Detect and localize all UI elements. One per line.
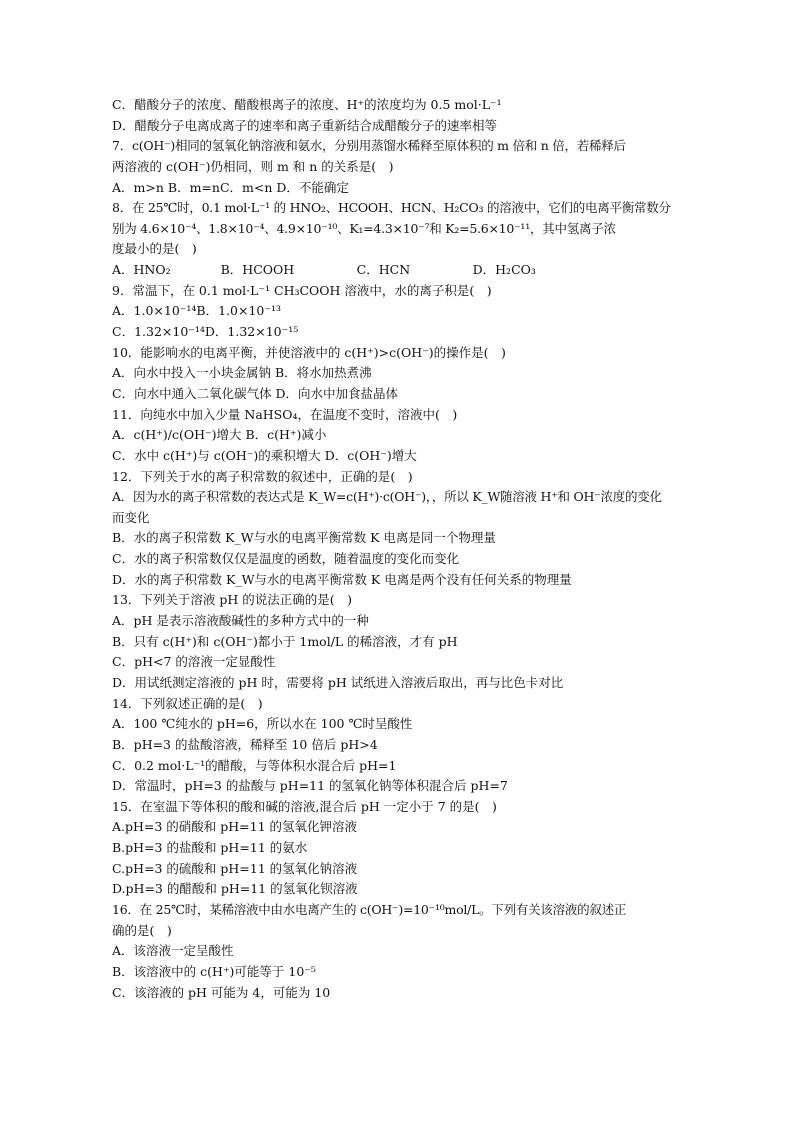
text-line: 确的是( ) (112, 922, 172, 938)
text-line: A．因为水的离子积常数的表达式是 K_W=c(H⁺)·c(OH⁻)，，所以 K_W随溶液 H⁺和 OH⁻浓度的变化 (112, 489, 662, 505)
text-line: C．该溶液的 pH 可能为 4，可能为 10 (112, 984, 331, 1000)
text-line: B.pH=3 的盐酸和 pH=11 的氨水 (112, 840, 308, 856)
text-line: A．100 ℃纯水的 pH=6，所以水在 100 ℃时呈酸性 (112, 716, 413, 732)
text-line: A．向水中投入一小块金属钠 B．将水加热煮沸 (112, 365, 372, 381)
text-line: B．水的离子积常数 K_W与水的电离平衡常数 K 电离是同一个物理量 (112, 530, 496, 546)
text-line: C．1.32×10⁻¹⁴D．1.32×10⁻¹⁵ (112, 324, 299, 340)
text-line: D．用试纸测定溶液的 pH 时，需要将 pH 试纸进入溶液后取出，再与比色卡对比 (112, 674, 564, 690)
text-line: C．醋酸分子的浓度、醋酸根离子的浓度、H⁺的浓度均为 0.5 mol·L⁻¹ (112, 97, 502, 112)
text-line: B．pH=3 的盐酸溶液，稀释至 10 倍后 pH>4 (112, 736, 378, 752)
text-line: D．醋酸分子电离成离子的速率和离子重新结合成醋酸分子的速率相等 (112, 117, 498, 133)
text-line: B．该溶液中的 c(H⁺)可能等于 10⁻⁵ (112, 963, 316, 979)
text-line: 9．常温下，在 0.1 mol·L⁻¹ CH₃COOH 溶液中，水的离子积是( ) (112, 282, 492, 298)
text-line: 而变化 (112, 509, 150, 525)
text-line: 13．下列关于溶液 pH 的说法正确的是( ) (112, 592, 353, 608)
text-line: A．pH 是表示溶液酸碱性的多种方式中的一种 (112, 613, 369, 629)
text-line: 12．下列关于水的离子积常数的叙述中，正确的是( ) (112, 468, 413, 484)
text-line: 8．在 25℃时，0.1 mol·L⁻¹ 的 HNO₂、HCOOH、HCN、H₂CO₃ 的溶液中，它们的电离平衡常数分 (112, 200, 671, 216)
text-line: D.pH=3 的醋酸和 pH=11 的氢氧化钡溶液 (112, 881, 358, 897)
text-line: C．pH<7 的溶液一定显酸性 (112, 654, 276, 670)
text-line: 16．在 25℃时，某稀溶液中由水电离产生的 c(OH⁻)=10⁻¹⁰mol/L。下列有关该溶液的叙述正 (112, 901, 627, 917)
text-line: C．水中 c(H⁺)与 c(OH⁻)的乘积增大 D．c(OH⁻)增大 (112, 447, 417, 463)
text-line: 7．c(OH⁻)相同的氢氧化钠溶液和氨水，分别用蒸馏水稀释至原体积的 m 倍和 n 倍，若稀释后 (112, 138, 626, 154)
text-line: D．水的离子积常数 K_W与水的电离平衡常数 K 电离是两个没有任何关系的物理量 (112, 571, 572, 587)
text-line: A．c(H⁺)/c(OH⁻)增大 B．c(H⁺)减小 (112, 427, 327, 443)
text-line: 两溶液的 c(OH⁻)仍相同，则 m 和 n 的关系是( ) (112, 158, 394, 174)
text-line: A.pH=3 的硝酸和 pH=11 的氢氧化钾溶液 (112, 819, 358, 835)
text-line: A．HNO₂ B．HCOOH C．HCN D．H₂CO₃ (112, 262, 536, 278)
text-line: C．向水中通入二氧化碳气体 D．向水中加食盐晶体 (112, 385, 399, 401)
text-line: 15．在室温下等体积的酸和碱的溶液,混合后 pH 一定小于 7 的是( ) (112, 798, 497, 814)
text-line: C．水的离子积常数仅仅是温度的函数，随着温度的变化而变化 (112, 551, 460, 567)
text-line: 14．下列叙述正确的是( ) (112, 695, 263, 711)
text-line: 度最小的是( ) (112, 241, 197, 257)
text-line: A．m>n B．m=nC．m<n D．不能确定 (112, 179, 349, 195)
question-text-block (112, 95, 684, 1003)
text-line: D．常温时，pH=3 的盐酸与 pH=11 的氢氧化钠等体积混合后 pH=7 (112, 778, 508, 794)
text-line: A．该溶液一定呈酸性 (112, 943, 234, 959)
text-line: B．只有 c(H⁺)和 c(OH⁻)都小于 1mol/L 的稀溶液，才有 pH (112, 633, 458, 649)
text-line: C．0.2 mol·L⁻¹的醋酸，与等体积水混合后 pH=1 (112, 757, 397, 773)
text-line: 别为 4.6×10⁻⁴、1.8×10⁻⁴、4.9×10⁻¹⁰、K₁=4.3×10⁻⁷和 K₂=5.6×10⁻¹¹，其中氢离子浓 (112, 220, 616, 236)
text-line: A．1.0×10⁻¹⁴B．1.0×10⁻¹³ (112, 303, 281, 319)
text-line: 10．能影响水的电离平衡，并使溶液中的 c(H⁺)>c(OH⁻)的操作是( ) (112, 344, 506, 360)
text-line: C.pH=3 的硫酸和 pH=11 的氢氧化钠溶液 (112, 860, 358, 876)
text-line: 11．向纯水中加入少量 NaHSO₄，在温度不变时，溶液中( ) (112, 406, 458, 422)
